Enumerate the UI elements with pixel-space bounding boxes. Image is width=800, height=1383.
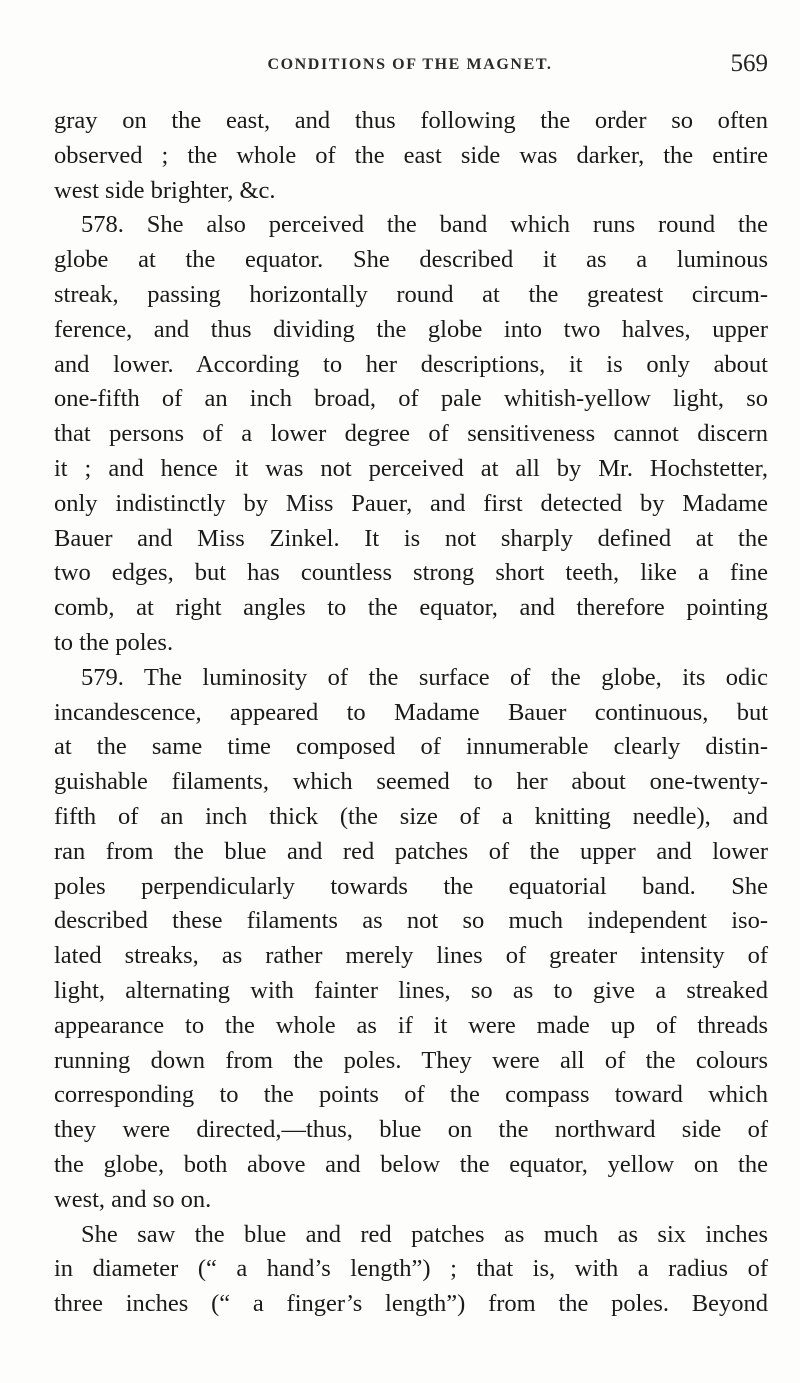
text-line: the globe, both above and below the equator, yellow on the bbox=[54, 1150, 768, 1178]
text-line: poles perpendicularly towards the equatorial band. She bbox=[54, 872, 768, 900]
text-line: running down from the poles. They were all of the colours bbox=[54, 1046, 768, 1074]
text-line: comb, at right angles to the equator, and therefore pointing bbox=[54, 594, 768, 622]
text-line: fifth of an inch thick (the size of a knitting needle), and bbox=[54, 802, 768, 830]
text-line: three inches (“ a finger’s length”) from the poles. Beyond bbox=[54, 1290, 768, 1318]
text-line: it ; and hence it was not perceived at all by Mr. Hochstetter, bbox=[54, 454, 768, 482]
text-line: 579. The luminosity of the surface of the globe, its odic bbox=[81, 663, 768, 691]
text-line: streak, passing horizontally round at the greatest circum- bbox=[54, 280, 768, 308]
text-line: incandescence, appeared to Madame Bauer continuous, but bbox=[54, 698, 768, 726]
text-line: lated streaks, as rather merely lines of greater intensity of bbox=[54, 942, 768, 970]
text-line: that persons of a lower degree of sensitiveness cannot discern bbox=[54, 420, 768, 448]
text-line: ference, and thus dividing the globe into two halves, upper bbox=[54, 315, 768, 343]
text-line: they were directed,—thus, blue on the northward side of bbox=[54, 1116, 768, 1144]
text-line: only indistinctly by Miss Pauer, and first detected by Madame bbox=[54, 489, 768, 517]
text-line: west, and so on. bbox=[54, 1185, 212, 1213]
text-line: and lower. According to her descriptions, it is only about bbox=[54, 350, 768, 378]
text-line: west side brighter, &c. bbox=[54, 176, 276, 204]
text-line: gray on the east, and thus following the order so often bbox=[54, 107, 768, 134]
text-line: to the poles. bbox=[54, 628, 174, 656]
text-line: described these filaments as not so much independent iso- bbox=[54, 907, 768, 935]
text-line: observed ; the whole of the east side was darker, the entire bbox=[54, 141, 768, 169]
text-line: corresponding to the points of the compass toward which bbox=[54, 1081, 768, 1109]
page-number: 569 bbox=[730, 50, 768, 77]
text-line: ran from the blue and red patches of the upper and lower bbox=[54, 837, 768, 865]
text-line: She saw the blue and red patches as much as six inches bbox=[81, 1220, 768, 1248]
text-line: globe at the equator. She described it as a luminous bbox=[54, 246, 768, 274]
text-line: 578. She also perceived the band which runs round the bbox=[81, 211, 768, 239]
text-line: in diameter (“ a hand’s length”) ; that is, with a radius of bbox=[54, 1255, 768, 1283]
text-line: Bauer and Miss Zinkel. It is not sharply defined at the bbox=[54, 524, 768, 552]
running-head bbox=[52, 50, 768, 84]
text-line: at the same time composed of innumerable clearly distin- bbox=[54, 733, 768, 761]
text-line: guishable filaments, which seemed to her about one-twenty- bbox=[54, 768, 768, 796]
text-line: light, alternating with fainter lines, so as to give a streaked bbox=[54, 976, 768, 1004]
running-title: CONDITIONS OF THE MAGNET. bbox=[267, 56, 553, 73]
text-line: one-fifth of an inch broad, of pale whitish-yellow light, so bbox=[54, 385, 768, 413]
body-text bbox=[54, 104, 768, 1322]
text-line: two edges, but has countless strong short teeth, like a fine bbox=[54, 559, 768, 587]
text-line: appearance to the whole as if it were made up of threads bbox=[54, 1011, 768, 1039]
